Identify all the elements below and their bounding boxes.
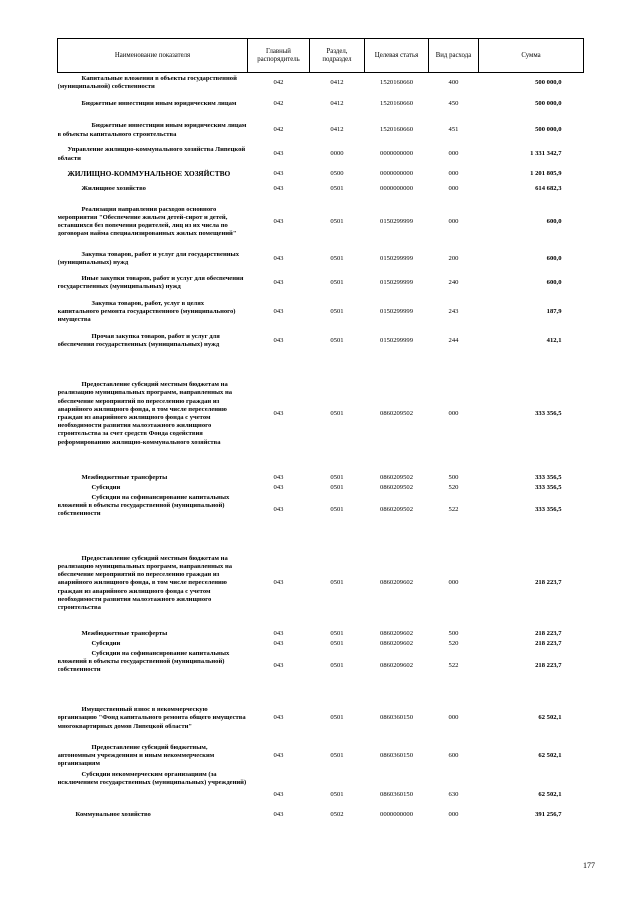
row-razd: 0501 (330, 661, 344, 669)
row-cel: 0860209502 (380, 409, 413, 417)
table-row (58, 640, 584, 650)
row-glav: 043 (273, 307, 284, 315)
header-vid: Вид расхода (429, 39, 479, 73)
row-cel: 0000000000 (380, 811, 413, 819)
row-vid: 000 (448, 184, 459, 192)
table-row (58, 73, 584, 93)
table-row (58, 195, 584, 250)
table-row (58, 184, 584, 195)
row-razd: 0501 (330, 473, 344, 481)
row-name: Управление жилищно-коммунального хозяйства Липецкой области (57, 146, 246, 162)
row-sum: 62 502,1 (538, 791, 562, 799)
row-glav: 042 (273, 78, 284, 86)
row-sum: 333 356,5 (535, 484, 562, 492)
row-cel: 0860209502 (380, 505, 413, 513)
row-vid: 000 (448, 150, 459, 158)
row-vid: 244 (448, 336, 459, 344)
table-row (58, 742, 584, 771)
row-razd: 0500 (330, 169, 344, 177)
table-row (58, 696, 584, 742)
header-name: Наименование показателя (58, 39, 248, 73)
row-name: Субсидии (91, 640, 121, 648)
row-sum: 62 502,1 (538, 751, 562, 759)
row-name: Межбюджетные трансферты (81, 473, 168, 481)
row-cel: 0150299999 (380, 254, 413, 262)
table-row (58, 494, 584, 539)
row-sum: 500 000,0 (535, 126, 562, 134)
row-name: Субсидии (91, 484, 121, 492)
table-row (58, 473, 584, 484)
row-vid: 522 (448, 661, 459, 669)
row-name: Капитальные вложения в объекты государственной (муниципальной) собственности (57, 74, 237, 90)
row-name: Реализация направления расходов основного мероприятия "Обеспечение жильем детей-сирот и детей, оставшихся без попечения родителей, лиц из их числа по договорам найма специализированных жилых помещений" (57, 205, 237, 238)
row-name: Предоставление субсидий местным бюджетам на реализацию муниципальных программ, направленных на обеспечение мероприятий по переселению граждан из аварийного жилищного фонда, в том числе переселению граждан из аварийного жилищного фонда с учетом необходимости развития малоэтажного жилищного строительства (57, 554, 233, 611)
row-razd: 0501 (330, 217, 344, 225)
row-razd: 0412 (330, 78, 344, 86)
row-cel: 0860209602 (380, 661, 413, 669)
row-name: Межбюджетные трансферты (81, 629, 168, 637)
row-cel: 0150299999 (380, 217, 413, 225)
row-cel: 0860360150 (380, 714, 413, 722)
row-sum: 412,1 (546, 336, 562, 344)
row-razd: 0501 (330, 629, 344, 637)
row-name: Прочая закупка товаров, работ и услуг для обеспечения государственных (муниципальных) нужд (57, 332, 220, 348)
row-glav: 043 (273, 640, 284, 648)
table-row (58, 806, 584, 826)
row-razd: 0501 (330, 714, 344, 722)
row-cel: 0860209502 (380, 484, 413, 492)
row-razd: 0501 (330, 505, 344, 513)
row-glav: 042 (273, 126, 284, 134)
row-glav: 043 (273, 579, 284, 587)
row-glav: 043 (273, 473, 284, 481)
row-vid: 000 (448, 811, 459, 819)
row-sum: 391 256,7 (535, 811, 562, 819)
row-vid: 450 (448, 100, 459, 108)
row-sum: 187,9 (546, 307, 562, 315)
row-name: Коммунальное хозяйство (75, 811, 151, 819)
row-razd: 0501 (330, 254, 344, 262)
row-name: Субсидии некоммерческим организациям (за исключением государственных (муниципальных) учреждений) (57, 770, 247, 786)
row-razd: 0501 (330, 579, 344, 587)
row-sum: 218 223,7 (535, 629, 562, 637)
table-row (58, 484, 584, 494)
row-razd: 0412 (330, 126, 344, 134)
page-number: 177 (583, 861, 595, 870)
row-vid: 000 (448, 714, 459, 722)
row-razd: 0501 (330, 751, 344, 759)
row-cel: 0000000000 (380, 150, 413, 158)
table-row (58, 629, 584, 640)
row-vid: 400 (448, 78, 459, 86)
row-vid: 520 (448, 640, 459, 648)
table-row (58, 298, 584, 327)
row-name: ЖИЛИЩНО-КОММУНАЛЬНОЕ ХОЗЯЙСТВО (67, 168, 231, 178)
row-razd: 0501 (330, 278, 344, 286)
row-cel: 0860360150 (380, 791, 413, 799)
row-glav: 043 (273, 278, 284, 286)
row-cel: 0150299999 (380, 278, 413, 286)
row-name: Имущественный взнос в некоммерческую организацию "Фонд капитального ремонта общего имущества многоквартирных домов Липецкой области" (57, 706, 246, 730)
table-row (58, 269, 584, 298)
row-glav: 043 (273, 505, 284, 513)
row-glav: 043 (273, 791, 284, 799)
row-name: Иные закупки товаров, работ и услуг для обеспечения государственных (муниципальных) нужд (57, 274, 244, 290)
header-cel: Целевая статья (365, 39, 429, 73)
row-razd: 0412 (330, 100, 344, 108)
row-razd: 0501 (330, 640, 344, 648)
row-glav: 043 (273, 751, 284, 759)
row-glav: 043 (273, 714, 284, 722)
table-row (58, 165, 584, 184)
row-vid: 000 (448, 409, 459, 417)
row-sum: 1 331 342,7 (530, 150, 562, 158)
row-cel: 0150299999 (380, 307, 413, 315)
row-sum: 218 223,7 (535, 579, 562, 587)
row-name: Бюджетные инвестиции иным юридическим лицам в объекты капитального строительства (57, 122, 247, 138)
row-name: Бюджетные инвестиции иным юридическим лицам (81, 100, 237, 108)
row-glav: 043 (273, 409, 284, 417)
row-razd: 0501 (330, 484, 344, 492)
row-cel: 0860209602 (380, 579, 413, 587)
row-cel: 0860209602 (380, 640, 413, 648)
table-row (58, 771, 584, 806)
row-glav: 043 (273, 661, 284, 669)
row-name: Субсидии на софинансирование капитальных вложений в объекты государственной (муниципальной) собственности (57, 649, 230, 673)
row-sum: 600,0 (546, 217, 562, 225)
row-sum: 333 356,5 (535, 409, 562, 417)
row-vid: 000 (448, 579, 459, 587)
row-glav: 043 (273, 336, 284, 344)
row-sum: 614 682,3 (535, 184, 562, 192)
row-vid: 000 (448, 169, 459, 177)
row-sum: 333 356,5 (535, 505, 562, 513)
row-vid: 500 (448, 629, 459, 637)
header-glav: Главный распорядитель (248, 39, 310, 73)
table-row (58, 250, 584, 269)
row-sum: 500 000,0 (535, 100, 562, 108)
row-sum: 600,0 (546, 254, 562, 262)
header-razd: Раздел, подраздел (310, 39, 365, 73)
budget-table (57, 38, 584, 826)
table-row (58, 117, 584, 145)
row-sum: 333 356,5 (535, 473, 562, 481)
table-body (58, 73, 584, 826)
row-cel: 0150299999 (380, 336, 413, 344)
row-vid: 243 (448, 307, 459, 315)
row-vid: 200 (448, 254, 459, 262)
row-cel: 0860209602 (380, 629, 413, 637)
row-name: Предоставление субсидий бюджетным, автономным учреждениям и иным некоммерческим организациям (57, 743, 215, 768)
table-row (58, 93, 584, 117)
row-glav: 042 (273, 100, 284, 108)
row-sum: 218 223,7 (535, 640, 562, 648)
row-cel: 0000000000 (380, 169, 413, 177)
table-row (58, 539, 584, 629)
row-cel: 1520160660 (380, 100, 413, 108)
row-glav: 043 (273, 484, 284, 492)
row-cel: 0860209502 (380, 473, 413, 481)
row-cel: 1520160660 (380, 78, 413, 86)
row-vid: 000 (448, 217, 459, 225)
row-vid: 240 (448, 278, 459, 286)
row-vid: 520 (448, 484, 459, 492)
row-sum: 62 502,1 (538, 714, 562, 722)
row-razd: 0501 (330, 336, 344, 344)
row-vid: 522 (448, 505, 459, 513)
row-name: Субсидии на софинансирование капитальных вложений в объекты государственной (муниципальной) собственности (57, 493, 230, 517)
row-vid: 630 (448, 791, 459, 799)
row-razd: 0502 (330, 811, 344, 819)
table-header (58, 39, 584, 73)
header-sum: Сумма (479, 39, 584, 73)
table-row (58, 356, 584, 473)
row-vid: 600 (448, 751, 459, 759)
row-cel: 0000000000 (380, 184, 413, 192)
row-glav: 043 (273, 169, 284, 177)
row-name: Предоставление субсидий местным бюджетам на реализацию муниципальных программ, направленных на обеспечение мероприятий по переселению граждан из аварийного жилищного фонда, в том числе переселению граждан из аварийного жилищного фонда с учетом необходимости развития малоэтажного жилищного строительства за счет средств Фонда содействия реформированию жилищно-коммунального хозяйства (57, 381, 233, 446)
row-razd: 0501 (330, 184, 344, 192)
table-row (58, 650, 584, 696)
row-name: Закупка товаров, работ, услуг в целях капитального ремонта государственного (муниципального) имущества (57, 299, 236, 324)
row-sum: 600,0 (546, 278, 562, 286)
row-razd: 0000 (330, 150, 344, 158)
row-name: Жилищное хозяйство (81, 184, 146, 192)
row-cel: 0860360150 (380, 751, 413, 759)
row-glav: 043 (273, 150, 284, 158)
row-vid: 500 (448, 473, 459, 481)
row-glav: 043 (273, 217, 284, 225)
row-razd: 0501 (330, 307, 344, 315)
row-glav: 043 (273, 811, 284, 819)
table-row (58, 327, 584, 356)
row-razd: 0501 (330, 791, 344, 799)
row-sum: 500 000,0 (535, 78, 562, 86)
table-row (58, 145, 584, 165)
row-cel: 1520160660 (380, 126, 413, 134)
row-sum: 1 201 805,9 (530, 169, 562, 177)
row-glav: 043 (273, 629, 284, 637)
row-name: Закупка товаров, работ и услуг для государственных (муниципальных) нужд (57, 250, 239, 266)
row-razd: 0501 (330, 409, 344, 417)
row-vid: 451 (448, 126, 459, 134)
row-glav: 043 (273, 184, 284, 192)
row-sum: 218 223,7 (535, 661, 562, 669)
row-glav: 043 (273, 254, 284, 262)
